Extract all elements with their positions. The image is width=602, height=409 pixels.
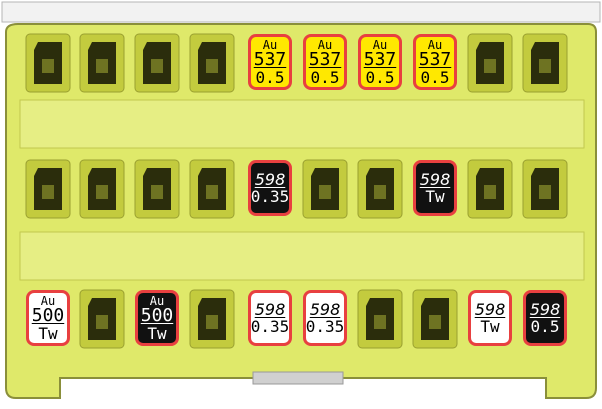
cavity-terminal xyxy=(206,59,218,73)
plating-text: Au xyxy=(40,293,56,308)
cavity-terminal xyxy=(539,59,551,73)
wire-size: Tw xyxy=(480,316,500,336)
empty-cavity xyxy=(26,160,70,218)
wire-code: 537 xyxy=(308,48,342,70)
wire-code: 598 xyxy=(474,299,506,319)
empty-cavity xyxy=(135,34,179,92)
empty-cavity xyxy=(468,34,512,92)
cavity-terminal xyxy=(96,185,108,199)
wire-label-598 xyxy=(468,290,512,346)
empty-cavity xyxy=(303,160,347,218)
wire-code: 537 xyxy=(363,48,397,70)
cavity-terminal xyxy=(539,185,551,199)
wire-label-500 xyxy=(135,290,179,346)
wire-code: 598 xyxy=(529,299,561,319)
cavity-terminal xyxy=(42,59,54,73)
wire-label-537 xyxy=(358,34,402,90)
wire-code: 537 xyxy=(418,48,452,70)
wire-size: 0.35 xyxy=(305,316,345,336)
wire-size: 0.5 xyxy=(365,67,395,87)
plating-text: Au xyxy=(317,37,333,52)
wire-size: 0.5 xyxy=(310,67,340,87)
empty-cavity xyxy=(135,160,179,218)
wire-size: Tw xyxy=(425,186,445,206)
cavity-terminal xyxy=(151,59,163,73)
wire-size: 0.5 xyxy=(420,67,450,87)
wire-code: 598 xyxy=(254,169,286,189)
empty-cavity xyxy=(358,160,402,218)
cavity-terminal xyxy=(151,185,163,199)
cavity-terminal xyxy=(206,185,218,199)
cavity-terminal xyxy=(374,185,386,199)
wire-code: 537 xyxy=(253,48,287,70)
cavity-terminal xyxy=(96,59,108,73)
wire-size: 0.35 xyxy=(250,186,290,206)
empty-cavity xyxy=(523,160,567,218)
wire-label-500 xyxy=(26,290,70,346)
empty-cavity xyxy=(80,290,124,348)
wire-label-537 xyxy=(413,34,457,90)
empty-cavity xyxy=(190,160,234,218)
wire-label-598 xyxy=(248,160,292,216)
wire-label-598 xyxy=(248,290,292,346)
wire-size: Tw xyxy=(147,323,167,343)
wire-size: Tw xyxy=(38,323,58,343)
separator-band-upper xyxy=(20,100,584,148)
plating-text: Au xyxy=(262,37,278,52)
empty-cavity xyxy=(80,34,124,92)
cavity-terminal xyxy=(484,59,496,73)
wire-code: 500 xyxy=(31,304,65,326)
cavity-terminal xyxy=(42,185,54,199)
cavity-terminal xyxy=(429,315,441,329)
cavity-terminal xyxy=(319,185,331,199)
wire-size: 0.35 xyxy=(250,316,290,336)
empty-cavity xyxy=(358,290,402,348)
empty-cavity xyxy=(523,34,567,92)
plating-text: Au xyxy=(427,37,443,52)
plating-text: Au xyxy=(149,293,165,308)
empty-cavity xyxy=(190,290,234,348)
empty-cavity xyxy=(80,160,124,218)
wire-code: 598 xyxy=(254,299,286,319)
wire-label-598 xyxy=(413,160,457,216)
cavity-terminal xyxy=(206,315,218,329)
empty-cavity xyxy=(190,34,234,92)
cavity-terminal xyxy=(484,185,496,199)
bottom-tab xyxy=(253,372,343,384)
wire-code: 598 xyxy=(419,169,451,189)
wire-label-598 xyxy=(303,290,347,346)
separator-band-lower xyxy=(20,232,584,280)
cavity-terminal xyxy=(374,315,386,329)
wire-label-598 xyxy=(523,290,567,346)
wire-label-537 xyxy=(303,34,347,90)
plating-text: Au xyxy=(372,37,388,52)
wire-size: 0.5 xyxy=(530,316,560,336)
top-lip xyxy=(2,2,600,22)
empty-cavity xyxy=(26,34,70,92)
wire-code: 598 xyxy=(309,299,341,319)
cavity-terminal xyxy=(96,315,108,329)
empty-cavity xyxy=(413,290,457,348)
wire-code: 500 xyxy=(140,304,174,326)
empty-cavity xyxy=(468,160,512,218)
wire-size: 0.5 xyxy=(255,67,285,87)
wire-label-537 xyxy=(248,34,292,90)
